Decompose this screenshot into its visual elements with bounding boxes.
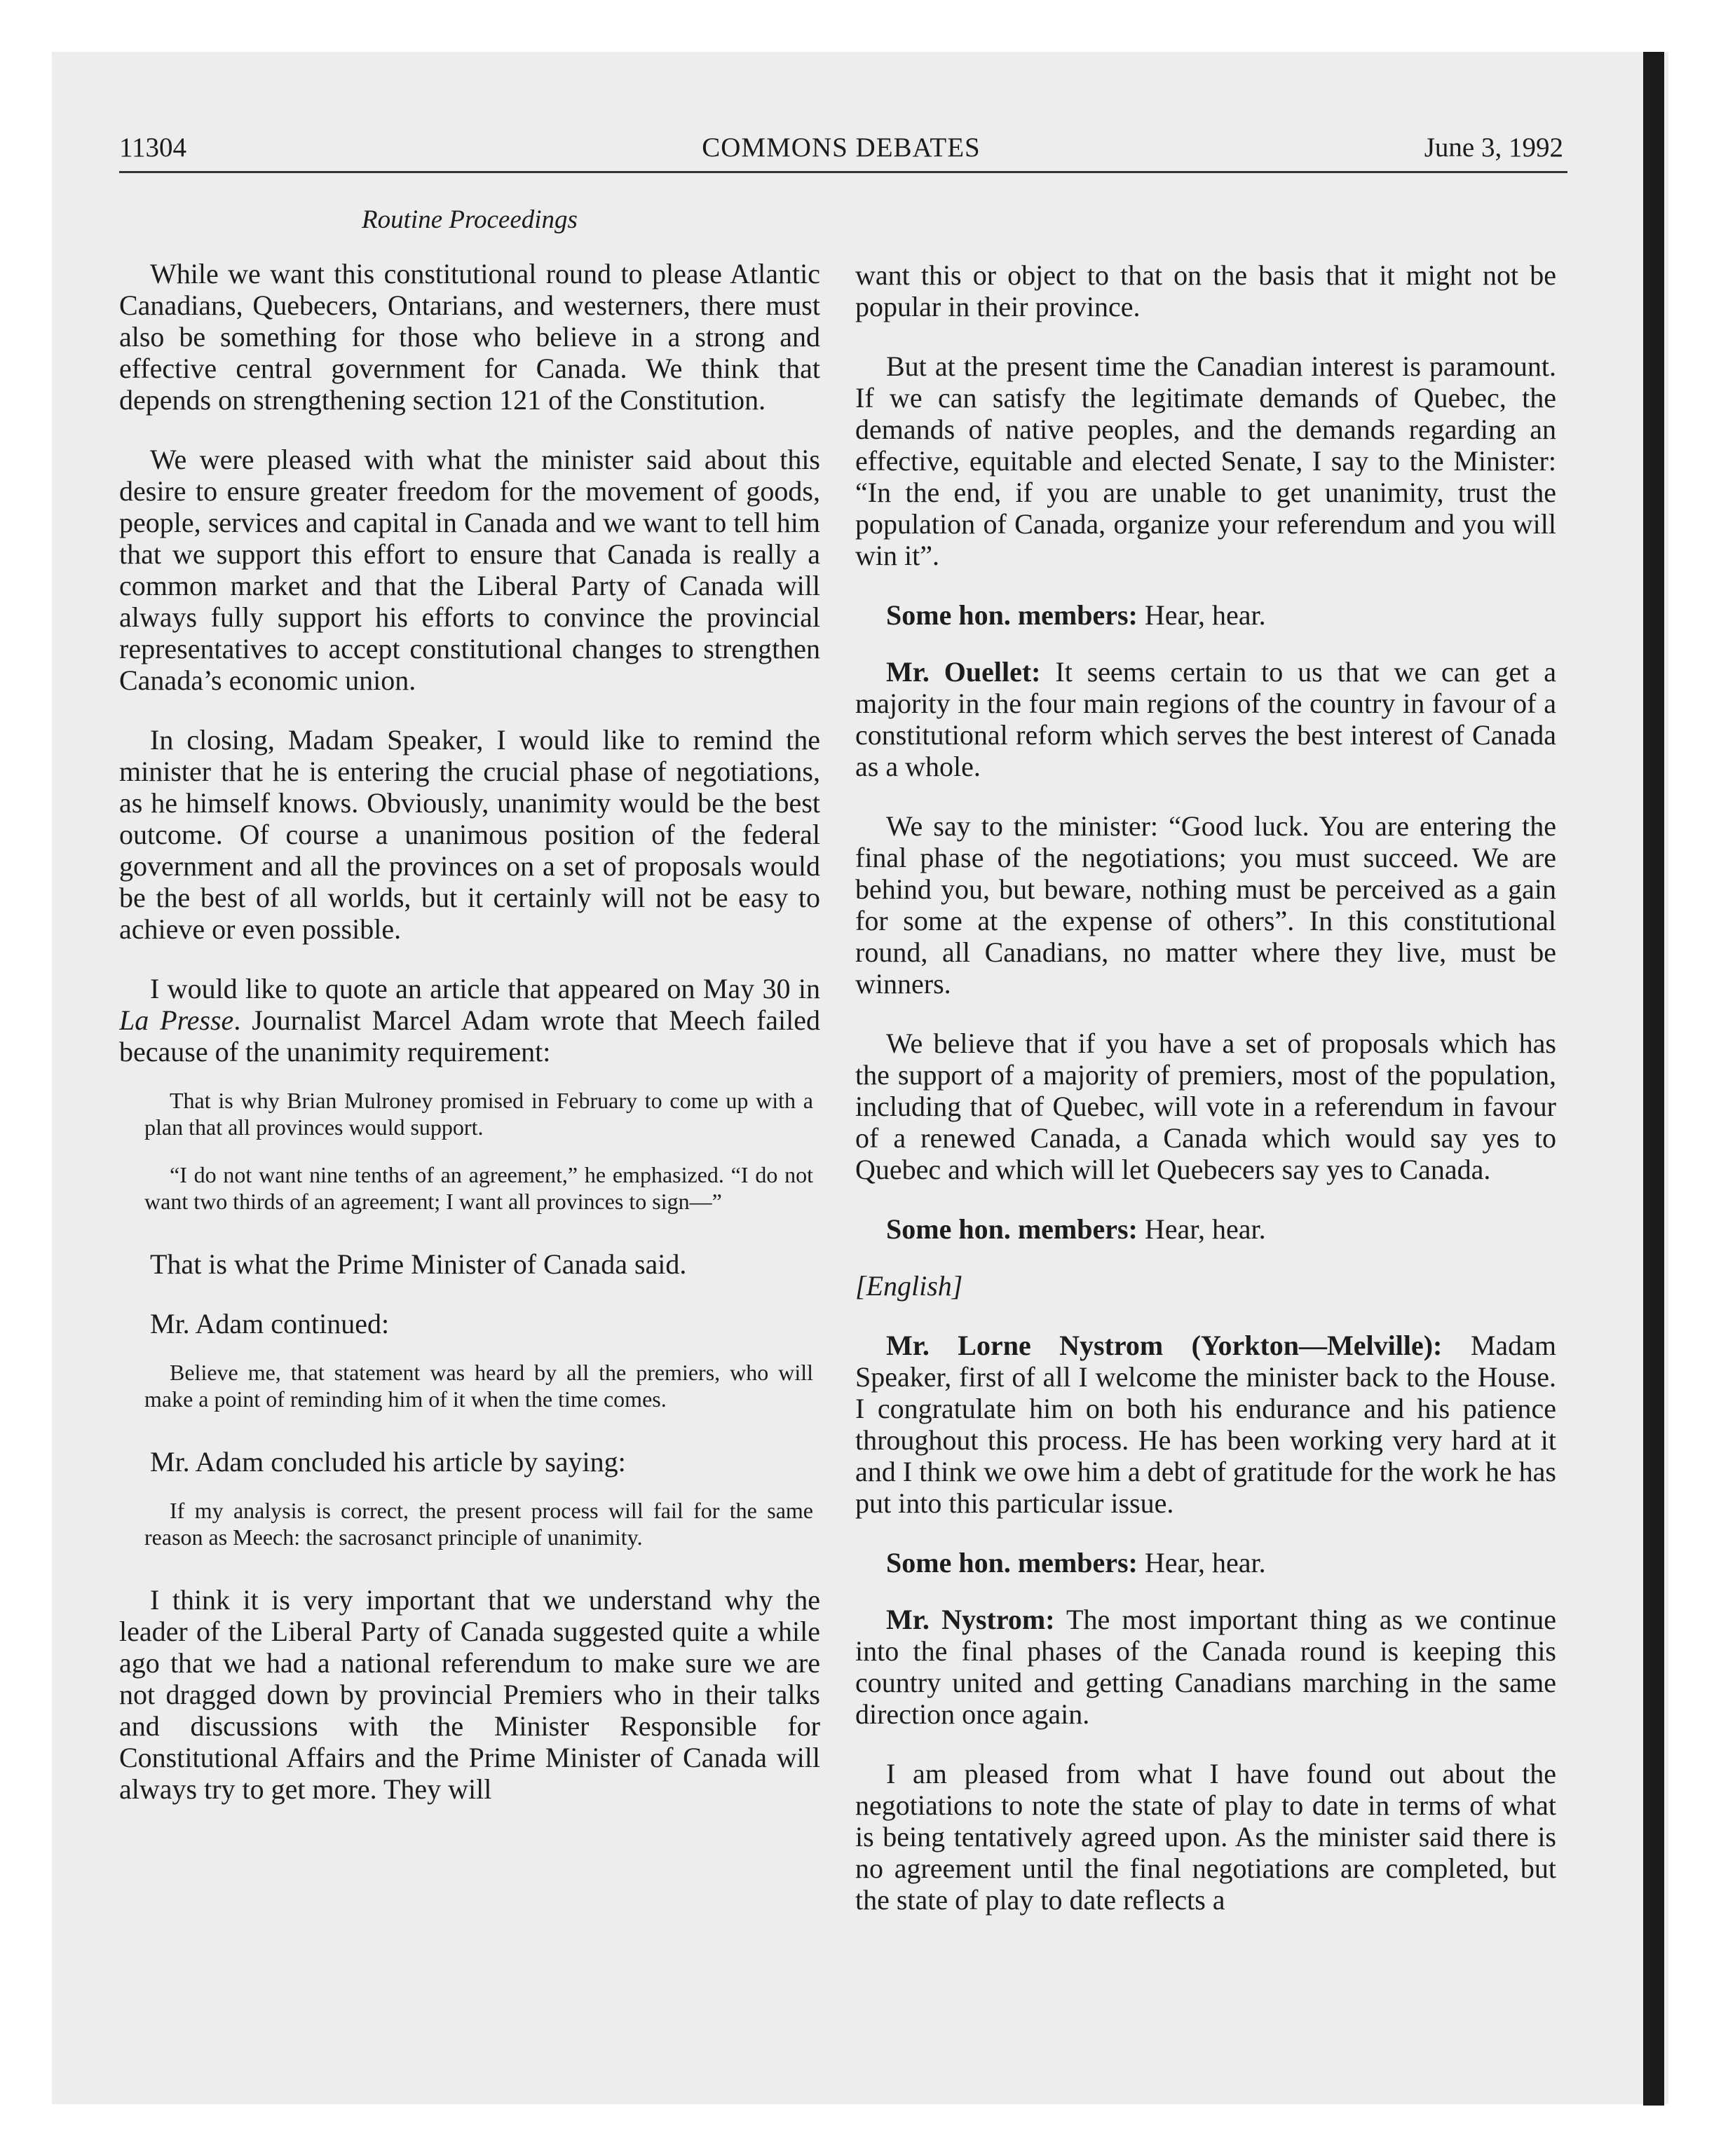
speech-text: Madam Speaker, first of all I welcome the minister back to the House. I congratulate him on both his endurance and his patience throughout this process. He has been working very hard at it and I think we owe him a debt of gratitude for the work he has put into this particular issue. — [855, 1330, 1556, 1519]
issue-date: June 3, 1992 — [1424, 132, 1563, 163]
journal-title: COMMONS DEBATES — [702, 132, 981, 163]
quote-intro-paragraph — [119, 973, 820, 1067]
page-number: 11304 — [119, 132, 187, 163]
speaker-paragraph — [855, 1547, 1556, 1578]
speaker-name: Some hon. members: — [886, 1547, 1138, 1578]
block-quote: If my analysis is correct, the present process will fail for the same reason as Meech: the sacrosanct principle of unanimity. — [144, 1498, 813, 1550]
block-quote: That is why Brian Mulroney promised in February to come up with a plan that all provinces would support. — [144, 1088, 813, 1140]
language-marker: [English] — [855, 1270, 963, 1302]
page-header — [119, 132, 1563, 172]
paragraph: I am pleased from what I have found out about the negotiations to note the state of play to date in terms of what is being tentatively agreed upon. As the minister said there is no agreement until the final negotiations are completed, but the state of play to date reflects a — [855, 1758, 1556, 1916]
speaker-name: Mr. Lorne Nystrom (Yorkton—Melville): — [886, 1330, 1443, 1361]
paragraph: I think it is very important that we understand why the leader of the Liberal Party of Canada suggested quite a while ago that we had a national referendum to make sure we are not dragged down by provincial Premiers who in their talks and discussions with the Minister Responsible for Constitutional Affairs and the Prime Minister of Canada will always try to get more. They will — [119, 1584, 820, 1805]
quote-intro-after: . Journalist Marcel Adam wrote that Meech failed because of the unanimity requirement: — [119, 1004, 820, 1067]
paragraph: But at the present time the Canadian interest is paramount. If we can satisfy the legitimate demands of Quebec, the demands of native peoples, and the demands regarding an effective, equitable and elected Senate, I say to the Minister: “In the end, if you are unable to get unanimity, trust the population of Canada, organize your referendum and you will win it”. — [855, 350, 1556, 571]
paragraph: Mr. Adam continued: — [150, 1308, 390, 1339]
speaker-paragraph — [855, 656, 1556, 782]
right-column — [855, 259, 1556, 1942]
paragraph: While we want this constitutional round to please Atlantic Canadians, Quebecers, Ontarians, and westerners, there must also be something for those who believe in a strong and effective central government for Canada. We think that depends on strengthening section 121 of the Constitution. — [119, 258, 820, 416]
block-quote: Believe me, that statement was heard by all the premiers, who will make a point of reminding him of it when the time comes. — [144, 1360, 813, 1412]
speaker-name: Mr. Ouellet: — [886, 656, 1041, 688]
speech-text: Hear, hear. — [1137, 1547, 1266, 1578]
quote-intro-before: I would like to quote an article that appeared on May 30 in — [150, 973, 820, 1004]
paragraph: We say to the minister: “Good luck. You are entering the final phase of the negotiations; you must succeed. We are behind you, but beware, nothing must be perceived as a gain for some at the expense of others”. In this constitutional round, all Canadians, no matter where they live, must be winners. — [855, 810, 1556, 999]
paragraph: want this or object to that on the basis that it might not be popular in their province. — [855, 259, 1556, 322]
speaker-paragraph — [855, 599, 1556, 631]
speaker-paragraph — [855, 1604, 1556, 1730]
speaker-paragraph — [855, 1330, 1556, 1519]
section-label: Routine Proceedings — [362, 205, 578, 234]
paragraph: In closing, Madam Speaker, I would like to remind the minister that he is entering the crucial phase of negotiations, as he himself knows. Obviously, unanimity would be the best outcome. Of course a unanimous position of the federal government and all the provinces on a set of proposals would be the best of all worlds, but it certainly will not be easy to achieve or even possible. — [119, 724, 820, 945]
speaker-paragraph — [855, 1213, 1556, 1245]
speech-text: Hear, hear. — [1137, 599, 1266, 631]
scan-edge-bar — [1643, 52, 1664, 2106]
paragraph: Mr. Adam concluded his article by saying: — [150, 1446, 626, 1478]
speech-text: Hear, hear. — [1137, 1213, 1266, 1245]
speaker-name: Some hon. members: — [886, 599, 1138, 631]
speaker-name: Some hon. members: — [886, 1213, 1138, 1245]
speech-text: The most important thing as we continue into the final phases of the Canada round is keeping this country united and getting Canadians marching in the same direction once again. — [855, 1604, 1556, 1730]
paragraph: That is what the Prime Minister of Canada said. — [150, 1248, 687, 1280]
left-column — [119, 258, 820, 1940]
block-quote: “I do not want nine tenths of an agreement,” he emphasized. “I do not want two thirds of an agreement; I want all provinces to sign—” — [144, 1162, 813, 1214]
publication-name: La Presse — [119, 1004, 234, 1036]
paragraph: We believe that if you have a set of proposals which has the support of a majority of premiers, most of the population, including that of Quebec, will vote in a referendum in favour of a renewed Canada, a Canada which would say yes to Quebec and which will let Quebecers say yes to Canada. — [855, 1028, 1556, 1185]
speaker-name: Mr. Nystrom: — [886, 1604, 1055, 1635]
paragraph: We were pleased with what the minister said about this desire to ensure greater freedom for the movement of goods, people, services and capital in Canada and we want to tell him that we support this effort to ensure that Canada is really a common market and that the Liberal Party of Canada will always fully support his efforts to convince the provincial representatives to accept constitutional changes to strengthen Canada’s economic union. — [119, 444, 820, 696]
header-rule — [119, 171, 1567, 173]
speech-text: It seems certain to us that we can get a majority in the four main regions of the country in favour of a constitutional reform which serves the best interest of Canada as a whole. — [855, 656, 1556, 782]
